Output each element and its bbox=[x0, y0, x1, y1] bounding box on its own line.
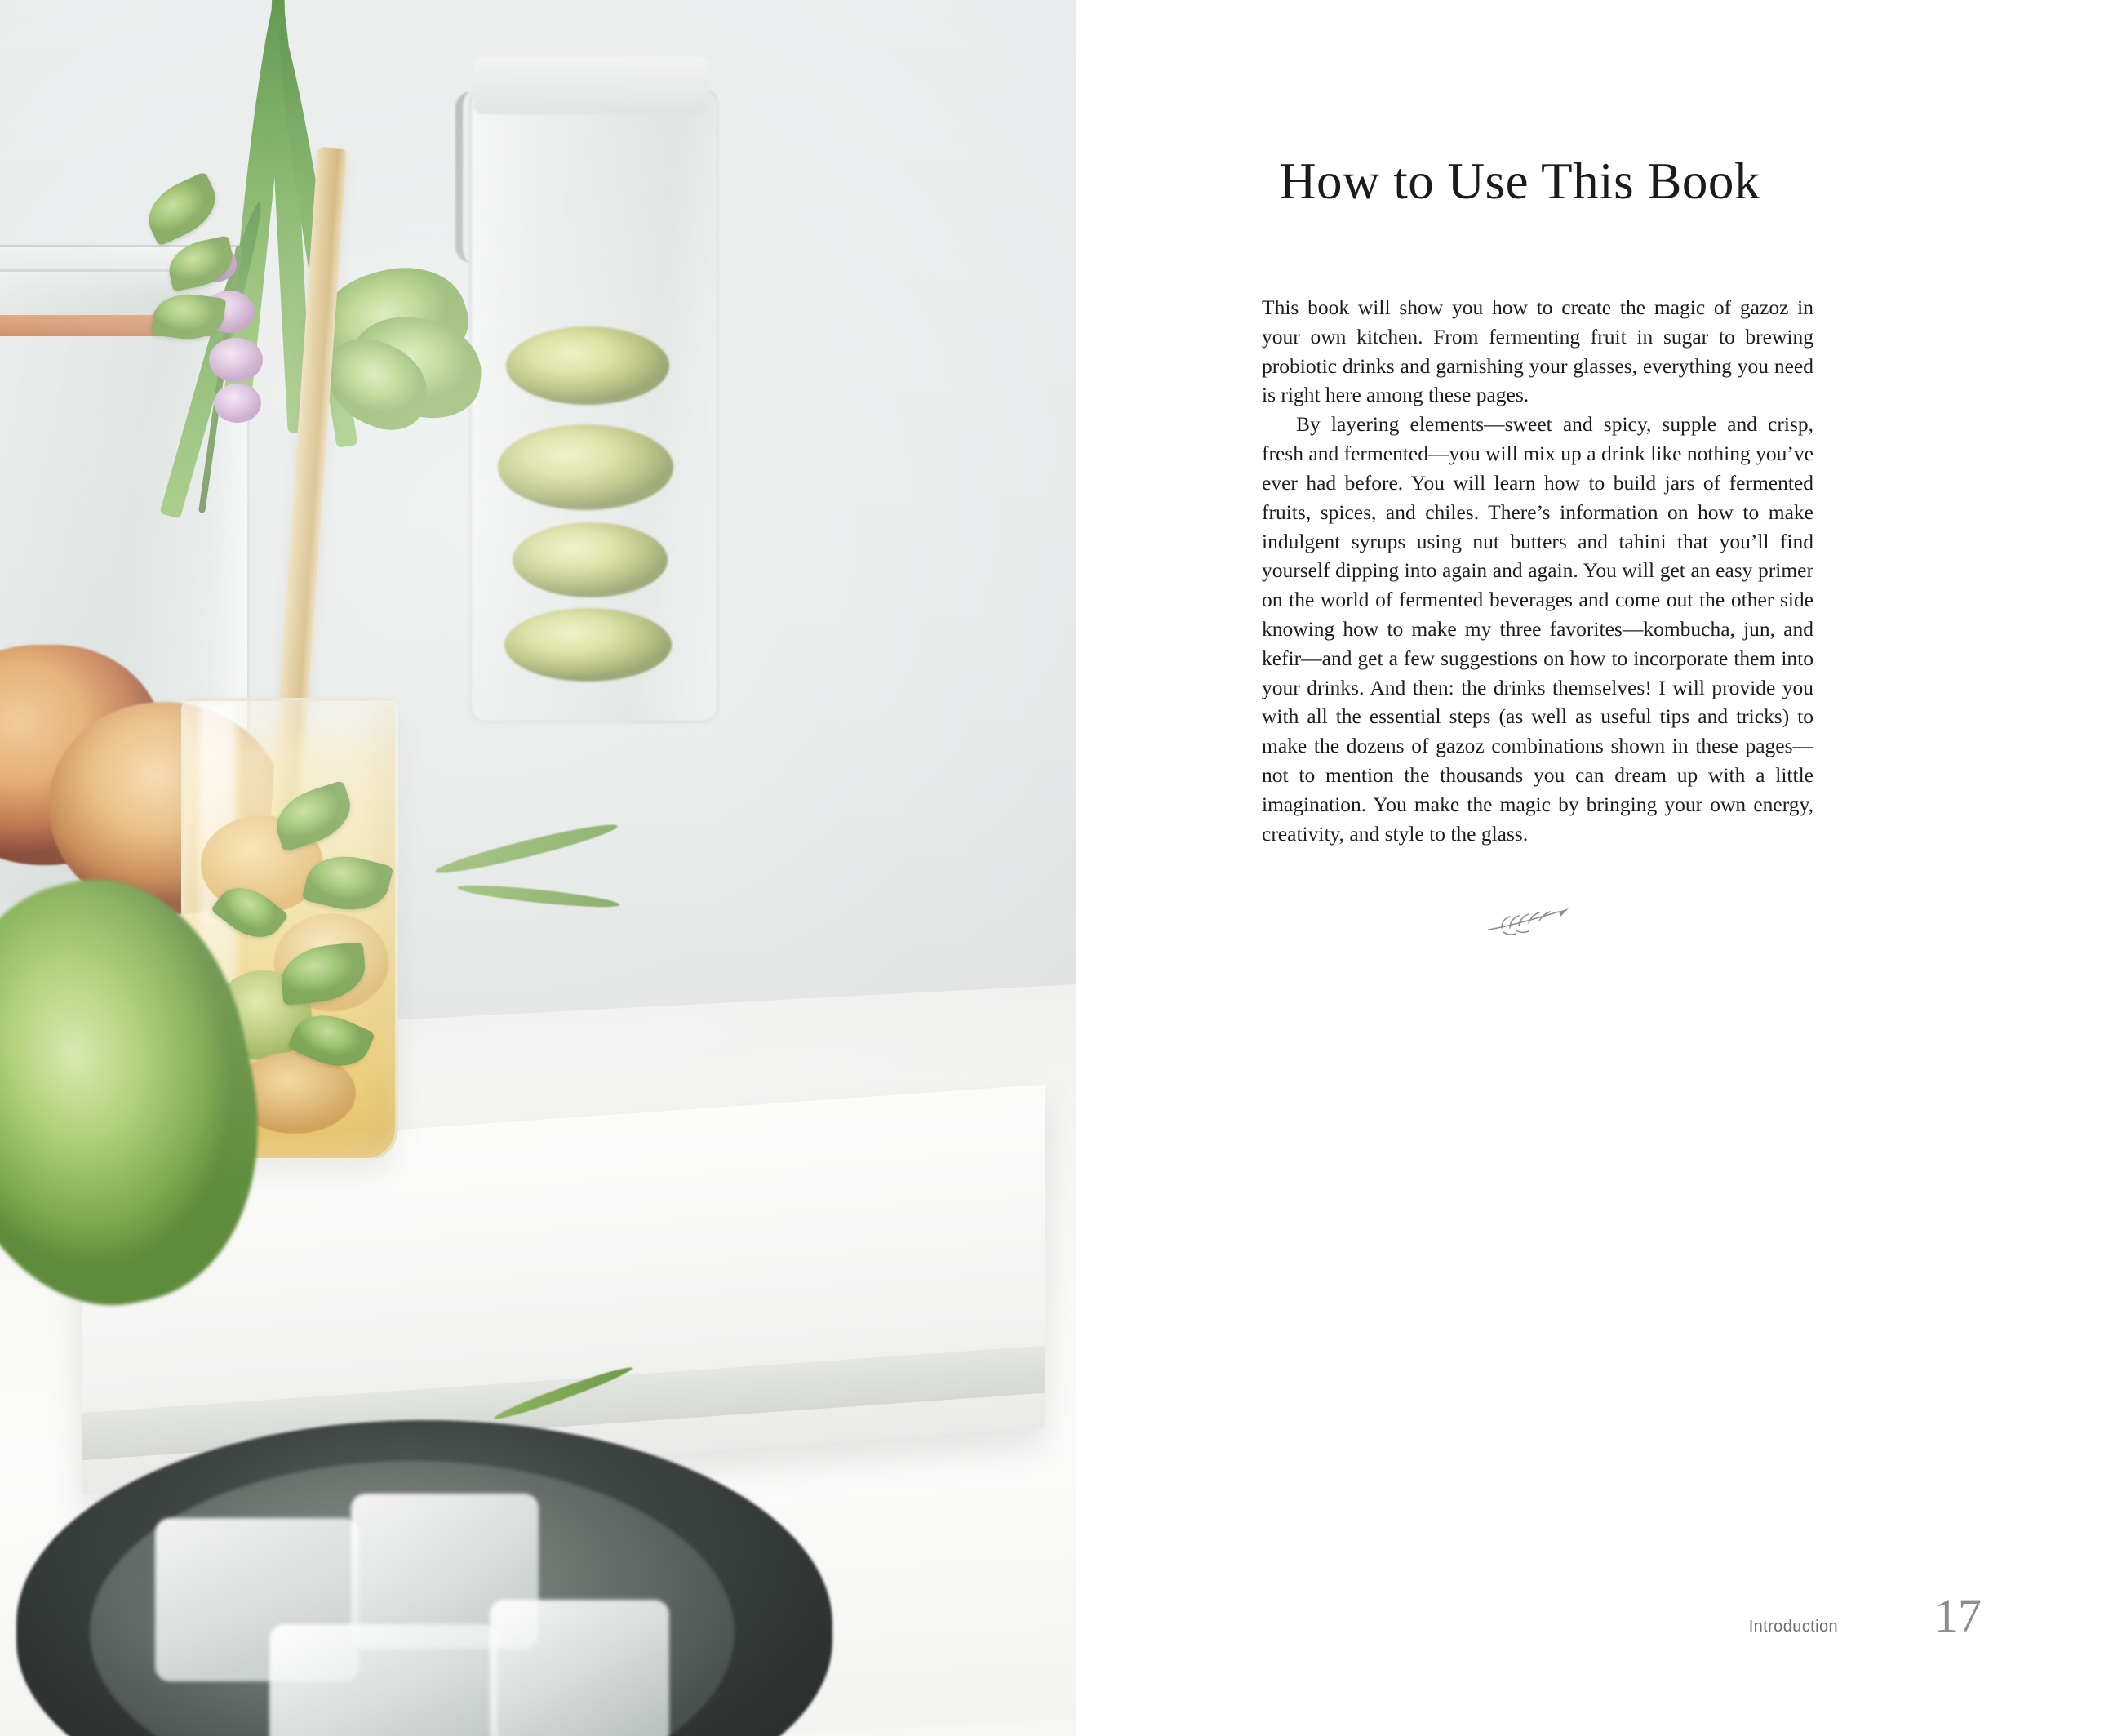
leafy-branch-ornament-icon bbox=[1245, 899, 1813, 942]
running-head: Introduction bbox=[1748, 1618, 1838, 1636]
page-title: How to Use This Book bbox=[1279, 153, 1760, 210]
body-copy bbox=[1262, 293, 1813, 848]
text-column bbox=[1262, 0, 1813, 942]
paragraph: This book will show you how to create the magic of gazoz in your own kitchen. From fermenting fruit in sugar to brewing probiotic drinks and garnishing your glasses, everything you need is right here among these pages. bbox=[1262, 295, 1813, 407]
paragraph: By layering elements—sweet and spicy, supple and crisp, fresh and fermented—you will mix up a drink like nothing you’ve ever had before. You will learn how to build jars of fermented fruits, spices, and chiles. There’s information on how to make indulgent syrups using nut butters and tahini that you’ll find yourself dipping into again and again. You will get an easy primer on the world of fermented beverages and come out the other side knowing how to make my three favorites—kombucha, jun, and kefir—and get a few suggestions on how to incorporate them into your drinks. And then: the drinks themselves! I will provide you with all the essential steps (as well as useful tips and tricks) to make the dozens of gazoz combinations shown in these pages—not to mention the thousands you can dream up with a little imagination. You make the magic by bringing your own energy, creativity, and style to the glass. bbox=[1262, 412, 1813, 846]
page-number: 17 bbox=[1934, 1589, 1982, 1642]
folio bbox=[1076, 1589, 2122, 1642]
text-page bbox=[1076, 0, 2122, 1736]
